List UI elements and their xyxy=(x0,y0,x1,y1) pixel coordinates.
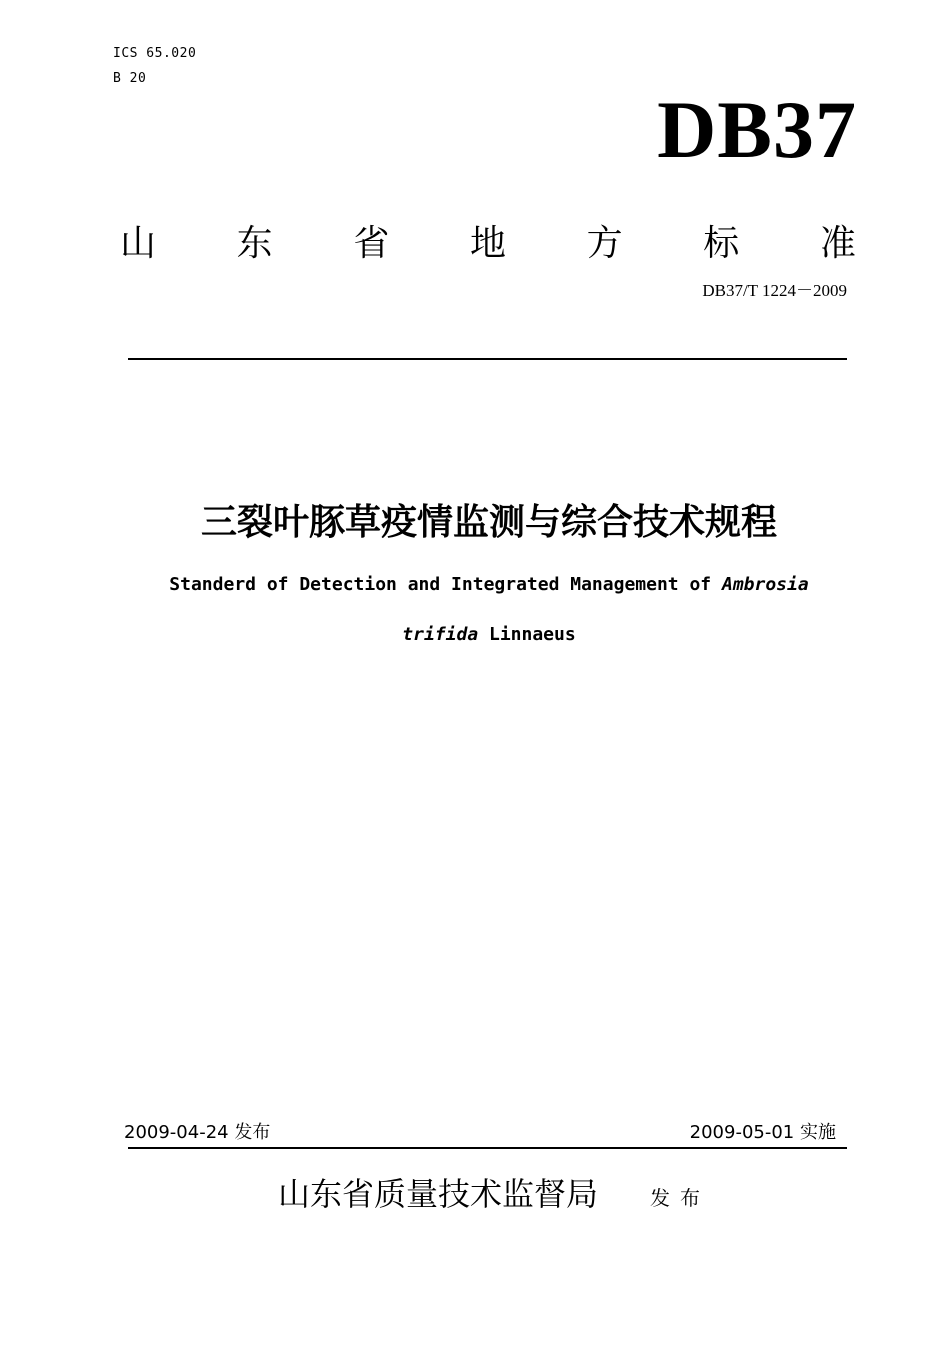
document-title-chinese: 三裂叶豚草疫情监测与综合技术规程 xyxy=(200,502,777,543)
standard-type-char: 省 xyxy=(353,223,390,264)
ics-code: ICS 65.020 xyxy=(113,46,197,61)
implementation-date: 2009-05-01 实施 xyxy=(689,1122,836,1143)
ccs-code: B 20 xyxy=(113,71,147,86)
standard-type-char: 准 xyxy=(819,223,856,264)
standard-type-char: 标 xyxy=(703,223,740,264)
title-english-italic: trifida xyxy=(402,624,479,645)
issue-date: 2009-04-24 发布 xyxy=(124,1122,271,1143)
document-title-english-line-2 xyxy=(0,623,950,647)
issuing-authority: 山东省质量技术监督局 xyxy=(278,1175,599,1213)
standard-code-logo: DB37 xyxy=(657,84,857,175)
standard-type-heading xyxy=(120,220,856,268)
title-english-italic: Ambrosia xyxy=(721,574,809,595)
document-title-english-line-1 xyxy=(0,573,950,597)
top-divider xyxy=(128,358,847,360)
bottom-divider xyxy=(128,1147,847,1149)
standard-number: DB37/T 1224－2009 xyxy=(702,281,847,300)
standard-type-char: 方 xyxy=(586,223,623,264)
standard-type-char: 山 xyxy=(120,223,157,264)
standard-type-char: 地 xyxy=(469,223,506,264)
standard-type-char: 东 xyxy=(236,223,273,264)
issued-label: 发布 xyxy=(650,1186,710,1210)
title-english-text: Standerd of Detection and Integrated Management of xyxy=(169,574,722,595)
title-english-text: Linnaeus xyxy=(478,624,576,645)
